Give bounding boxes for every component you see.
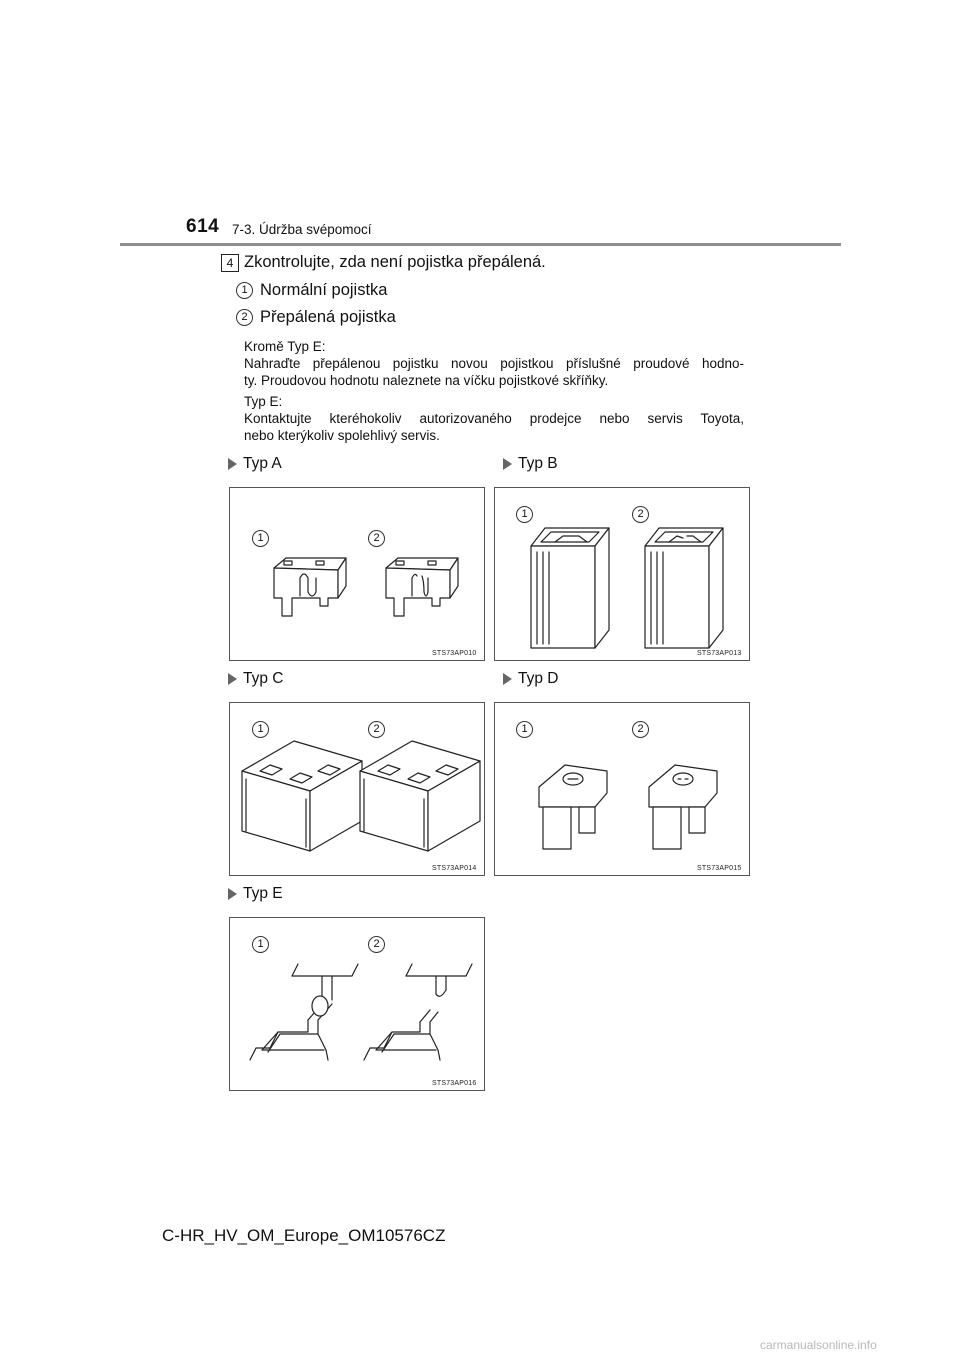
triangle-bullet-icon [503, 458, 512, 470]
callout-blown: 2 [632, 506, 649, 523]
callout-blown: 2 [632, 721, 649, 738]
triangle-bullet-icon [228, 458, 237, 470]
callout-normal: 1 [252, 721, 269, 738]
figure-label-typ-e: Typ E [243, 885, 283, 902]
callout-normal: 1 [252, 936, 269, 953]
figure-label-typ-d: Typ D [518, 670, 559, 687]
fusible-link-illustration [230, 918, 486, 1092]
item-label-normal: Normální pojistka [260, 281, 388, 299]
item-label-blown: Přepálená pojistka [260, 308, 396, 326]
step-number: 4 [221, 254, 239, 272]
figure-code: STS73AP015 [697, 865, 742, 872]
header-rule [120, 243, 841, 246]
blade-fuse-illustration [230, 488, 486, 662]
item-marker: 2 [236, 309, 253, 326]
callout-normal: 1 [516, 721, 533, 738]
callout-normal: 1 [516, 506, 533, 523]
figure-label-typ-c: Typ C [243, 670, 284, 687]
triangle-bullet-icon [228, 673, 237, 685]
page-number: 614 [186, 216, 220, 237]
figure-code: STS73AP016 [432, 1080, 477, 1087]
note-title: Kromě Typ E: [244, 339, 326, 354]
note-text-line: Kontaktujte kteréhokoliv autorizovaného prodejce nebo servis Toyota, [244, 411, 744, 426]
figure-label-typ-b: Typ B [518, 455, 558, 472]
figure-code: STS73AP013 [697, 650, 742, 657]
section-title: 7-3. Údržba svépomocí [232, 222, 372, 237]
note-text-line: nebo kterýkoliv spolehlivý servis. [244, 428, 440, 443]
figure-typ-b [494, 487, 750, 661]
figure-code: STS73AP014 [432, 865, 477, 872]
document-id: C-HR_HV_OM_Europe_OM10576CZ [162, 1226, 446, 1245]
cartridge-fuse-illustration [495, 488, 751, 662]
callout-blown: 2 [368, 721, 385, 738]
note-text-line: ty. Proudovou hodnotu naleznete na víčku pojistkové skříňky. [244, 373, 609, 388]
item-marker: 1 [236, 282, 253, 299]
note-text-line: Nahraďte přepálenou pojistku novou pojistkou příslušné proudové hodno- [244, 356, 744, 371]
figure-typ-a [229, 487, 485, 661]
figure-typ-d [494, 702, 750, 876]
bolt-fuse-illustration [495, 703, 751, 877]
callout-blown: 2 [368, 530, 385, 547]
callout-normal: 1 [252, 530, 269, 547]
watermark: carmanualsonline.info [760, 1338, 877, 1352]
callout-blown: 2 [368, 936, 385, 953]
figure-code: STS73AP010 [432, 650, 477, 657]
large-fuse-illustration [230, 703, 486, 877]
step-text: Zkontrolujte, zda není pojistka přepálená. [244, 253, 546, 271]
triangle-bullet-icon [503, 673, 512, 685]
figure-typ-e [229, 917, 485, 1091]
note-title: Typ E: [244, 394, 283, 409]
figure-typ-c [229, 702, 485, 876]
triangle-bullet-icon [228, 888, 237, 900]
figure-label-typ-a: Typ A [243, 455, 282, 472]
